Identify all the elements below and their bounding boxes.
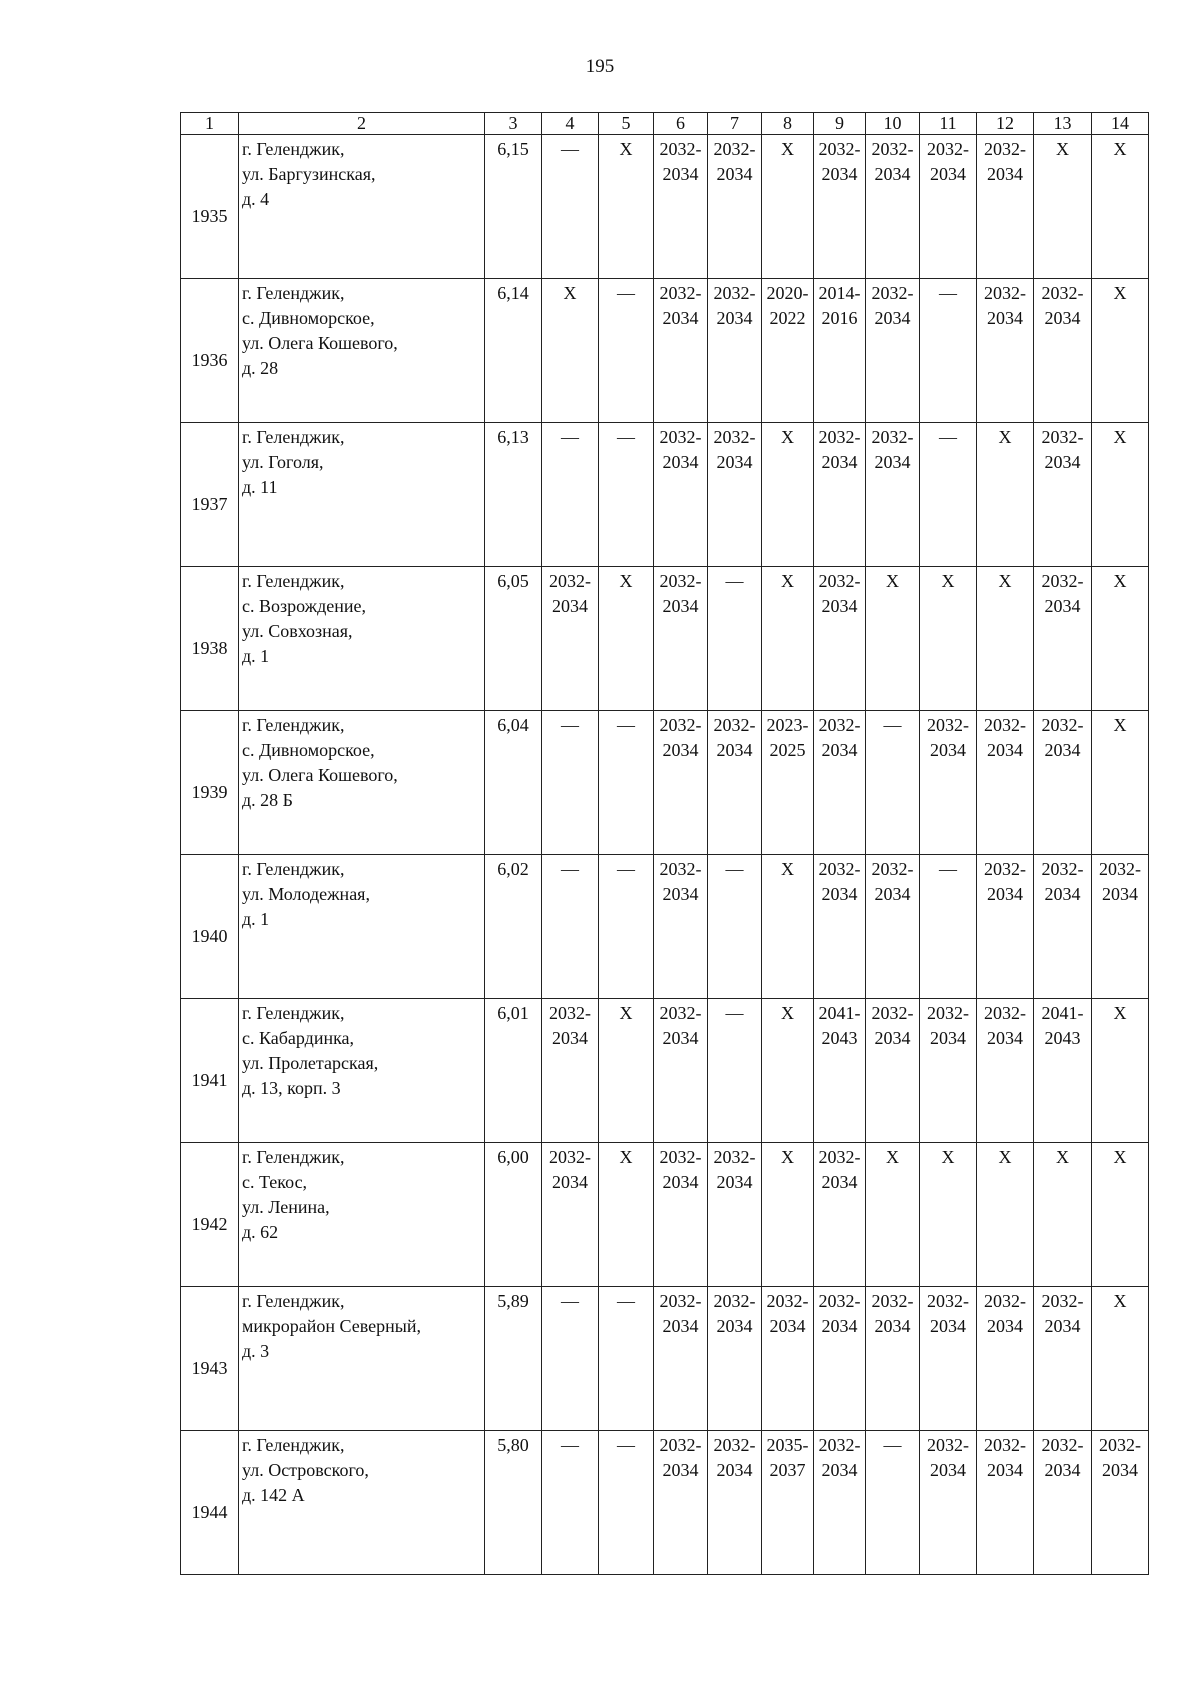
address-line: г. Геленджик,: [242, 139, 345, 159]
cell-col-13: 2032- 2034: [1034, 1431, 1092, 1575]
cell-col-5: —: [599, 855, 654, 999]
address-line: д. 13, корп. 3: [242, 1078, 341, 1098]
address-line: д. 142 А: [242, 1485, 305, 1505]
cell-col-7: —: [708, 999, 762, 1143]
column-header-4: 4: [542, 113, 599, 135]
column-header-8: 8: [762, 113, 814, 135]
cell-col-4: Х: [542, 279, 599, 423]
cell-col-3: 6,14: [485, 279, 542, 423]
cell-col-9: 2032- 2034: [814, 855, 866, 999]
cell-col-7: —: [708, 567, 762, 711]
cell-col-14: Х: [1092, 1143, 1149, 1287]
cell-col-14: 2032- 2034: [1092, 855, 1149, 999]
cell-col-3: 6,13: [485, 423, 542, 567]
column-header-14: 14: [1092, 113, 1149, 135]
cell-col-12: 2032- 2034: [977, 711, 1034, 855]
cell-col-8: 2023- 2025: [762, 711, 814, 855]
cell-col-9: 2014- 2016: [814, 279, 866, 423]
cell-col-8: Х: [762, 423, 814, 567]
cell-col-14: Х: [1092, 135, 1149, 279]
cell-col-11: —: [920, 279, 977, 423]
cell-col-9: 2032- 2034: [814, 567, 866, 711]
cell-col-11: 2032- 2034: [920, 999, 977, 1143]
header-row: [181, 113, 1149, 135]
address-line: г. Геленджик,: [242, 283, 345, 303]
cell-col-7: 2032- 2034: [708, 1287, 762, 1431]
cell-col-6: 2032- 2034: [654, 999, 708, 1143]
address-line: ул. Олега Кошевого,: [242, 333, 398, 353]
cell-col-5: —: [599, 423, 654, 567]
address-cell: [239, 279, 485, 423]
address-line: ул. Ленина,: [242, 1197, 330, 1217]
cell-col-12: Х: [977, 1143, 1034, 1287]
cell-col-6: 2032- 2034: [654, 1143, 708, 1287]
table-row: [181, 423, 1149, 567]
row-number: 1935: [181, 135, 239, 279]
row-number: 1940: [181, 855, 239, 999]
column-header-11: 11: [920, 113, 977, 135]
cell-col-9: 2032- 2034: [814, 1143, 866, 1287]
address-line: с. Текос,: [242, 1172, 308, 1192]
cell-col-5: Х: [599, 999, 654, 1143]
cell-col-11: —: [920, 855, 977, 999]
address-line: с. Дивноморское,: [242, 740, 375, 760]
address-line: д. 1: [242, 646, 270, 666]
address-line: д. 28: [242, 358, 279, 378]
address-line: ул. Баргузинская,: [242, 164, 376, 184]
column-header-10: 10: [866, 113, 920, 135]
address-cell: [239, 423, 485, 567]
cell-col-8: 2032- 2034: [762, 1287, 814, 1431]
cell-col-5: Х: [599, 567, 654, 711]
address-cell: [239, 711, 485, 855]
schedule-table: [180, 112, 1149, 1575]
cell-col-12: Х: [977, 567, 1034, 711]
table-row: [181, 1143, 1149, 1287]
cell-col-3: 6,01: [485, 999, 542, 1143]
cell-col-12: 2032- 2034: [977, 279, 1034, 423]
cell-col-10: 2032- 2034: [866, 999, 920, 1143]
table-row: [181, 135, 1149, 279]
row-number: 1943: [181, 1287, 239, 1431]
cell-col-5: —: [599, 279, 654, 423]
row-number: 1936: [181, 279, 239, 423]
cell-col-11: 2032- 2034: [920, 1431, 977, 1575]
cell-col-5: Х: [599, 135, 654, 279]
cell-col-13: Х: [1034, 1143, 1092, 1287]
cell-col-6: 2032- 2034: [654, 279, 708, 423]
cell-col-10: Х: [866, 1143, 920, 1287]
cell-col-10: 2032- 2034: [866, 423, 920, 567]
cell-col-4: —: [542, 1287, 599, 1431]
cell-col-12: 2032- 2034: [977, 1287, 1034, 1431]
cell-col-10: —: [866, 1431, 920, 1575]
row-number: 1941: [181, 999, 239, 1143]
cell-col-3: 6,04: [485, 711, 542, 855]
cell-col-10: Х: [866, 567, 920, 711]
cell-col-8: Х: [762, 999, 814, 1143]
cell-col-6: 2032- 2034: [654, 1287, 708, 1431]
cell-col-8: Х: [762, 135, 814, 279]
cell-col-9: 2032- 2034: [814, 1287, 866, 1431]
cell-col-10: —: [866, 711, 920, 855]
cell-col-11: 2032- 2034: [920, 135, 977, 279]
address-line: г. Геленджик,: [242, 1003, 345, 1023]
table-body: [181, 135, 1149, 1575]
cell-col-11: 2032- 2034: [920, 711, 977, 855]
address-line: г. Геленджик,: [242, 427, 345, 447]
cell-col-9: 2032- 2034: [814, 711, 866, 855]
cell-col-4: —: [542, 135, 599, 279]
column-header-3: 3: [485, 113, 542, 135]
cell-col-3: 6,00: [485, 1143, 542, 1287]
cell-col-9: 2041- 2043: [814, 999, 866, 1143]
cell-col-14: Х: [1092, 711, 1149, 855]
address-line: д. 11: [242, 477, 278, 497]
column-header-13: 13: [1034, 113, 1092, 135]
cell-col-13: 2032- 2034: [1034, 423, 1092, 567]
address-line: д. 28 Б: [242, 790, 293, 810]
address-cell: [239, 1143, 485, 1287]
cell-col-9: 2032- 2034: [814, 135, 866, 279]
address-cell: [239, 855, 485, 999]
cell-col-7: 2032- 2034: [708, 279, 762, 423]
cell-col-3: 5,89: [485, 1287, 542, 1431]
address-cell: [239, 1287, 485, 1431]
cell-col-14: 2032- 2034: [1092, 1431, 1149, 1575]
address-line: г. Геленджик,: [242, 571, 345, 591]
cell-col-6: 2032- 2034: [654, 135, 708, 279]
cell-col-13: 2032- 2034: [1034, 1287, 1092, 1431]
cell-col-14: Х: [1092, 279, 1149, 423]
cell-col-11: 2032- 2034: [920, 1287, 977, 1431]
cell-col-4: 2032- 2034: [542, 999, 599, 1143]
cell-col-7: —: [708, 855, 762, 999]
cell-col-13: 2032- 2034: [1034, 711, 1092, 855]
cell-col-5: —: [599, 1287, 654, 1431]
cell-col-5: —: [599, 711, 654, 855]
cell-col-10: 2032- 2034: [866, 1287, 920, 1431]
cell-col-3: 6,05: [485, 567, 542, 711]
cell-col-11: Х: [920, 567, 977, 711]
cell-col-12: Х: [977, 423, 1034, 567]
address-line: микрорайон Северный,: [242, 1316, 421, 1336]
cell-col-4: 2032- 2034: [542, 1143, 599, 1287]
cell-col-9: 2032- 2034: [814, 1431, 866, 1575]
cell-col-12: 2032- 2034: [977, 1431, 1034, 1575]
address-line: ул. Пролетарская,: [242, 1053, 379, 1073]
cell-col-7: 2032- 2034: [708, 423, 762, 567]
cell-col-10: 2032- 2034: [866, 135, 920, 279]
address-line: д. 62: [242, 1222, 279, 1242]
cell-col-4: 2032- 2034: [542, 567, 599, 711]
row-number: 1944: [181, 1431, 239, 1575]
row-number: 1939: [181, 711, 239, 855]
cell-col-9: 2032- 2034: [814, 423, 866, 567]
cell-col-11: —: [920, 423, 977, 567]
address-line: г. Геленджик,: [242, 1147, 345, 1167]
column-header-7: 7: [708, 113, 762, 135]
cell-col-5: Х: [599, 1143, 654, 1287]
address-line: г. Геленджик,: [242, 715, 345, 735]
address-line: ул. Гоголя,: [242, 452, 324, 472]
address-line: ул. Олега Кошевого,: [242, 765, 398, 785]
column-header-9: 9: [814, 113, 866, 135]
cell-col-6: 2032- 2034: [654, 855, 708, 999]
cell-col-4: —: [542, 1431, 599, 1575]
cell-col-13: 2032- 2034: [1034, 855, 1092, 999]
cell-col-14: Х: [1092, 423, 1149, 567]
address-line: ул. Совхозная,: [242, 621, 353, 641]
cell-col-8: 2035- 2037: [762, 1431, 814, 1575]
address-line: ул. Островского,: [242, 1460, 369, 1480]
table-row: [181, 999, 1149, 1143]
cell-col-5: —: [599, 1431, 654, 1575]
cell-col-6: 2032- 2034: [654, 711, 708, 855]
cell-col-8: Х: [762, 567, 814, 711]
address-line: ул. Молодежная,: [242, 884, 370, 904]
table-row: [181, 1431, 1149, 1575]
address-line: с. Возрождение,: [242, 596, 366, 616]
column-header-6: 6: [654, 113, 708, 135]
cell-col-13: Х: [1034, 135, 1092, 279]
page-number: 195: [585, 56, 615, 77]
row-number: 1938: [181, 567, 239, 711]
cell-col-7: 2032- 2034: [708, 135, 762, 279]
cell-col-6: 2032- 2034: [654, 423, 708, 567]
table-row: [181, 1287, 1149, 1431]
table-row: [181, 855, 1149, 999]
cell-col-8: Х: [762, 855, 814, 999]
cell-col-12: 2032- 2034: [977, 135, 1034, 279]
cell-col-13: 2032- 2034: [1034, 567, 1092, 711]
cell-col-12: 2032- 2034: [977, 999, 1034, 1143]
column-header-2: 2: [239, 113, 485, 135]
address-line: с. Дивноморское,: [242, 308, 375, 328]
cell-col-6: 2032- 2034: [654, 1431, 708, 1575]
row-number: 1937: [181, 423, 239, 567]
cell-col-13: 2032- 2034: [1034, 279, 1092, 423]
address-line: д. 3: [242, 1341, 270, 1361]
address-line: д. 1: [242, 909, 270, 929]
cell-col-7: 2032- 2034: [708, 1431, 762, 1575]
cell-col-3: 5,80: [485, 1431, 542, 1575]
cell-col-12: 2032- 2034: [977, 855, 1034, 999]
address-cell: [239, 567, 485, 711]
cell-col-14: Х: [1092, 567, 1149, 711]
cell-col-14: Х: [1092, 999, 1149, 1143]
column-header-1: 1: [181, 113, 239, 135]
row-number: 1942: [181, 1143, 239, 1287]
address-line: г. Геленджик,: [242, 859, 345, 879]
table-row: [181, 711, 1149, 855]
cell-col-7: 2032- 2034: [708, 711, 762, 855]
cell-col-13: 2041- 2043: [1034, 999, 1092, 1143]
cell-col-14: Х: [1092, 1287, 1149, 1431]
cell-col-8: 2020- 2022: [762, 279, 814, 423]
cell-col-4: —: [542, 423, 599, 567]
column-header-5: 5: [599, 113, 654, 135]
cell-col-10: 2032- 2034: [866, 855, 920, 999]
cell-col-3: 6,15: [485, 135, 542, 279]
address-cell: [239, 1431, 485, 1575]
address-line: д. 4: [242, 189, 270, 209]
table-row: [181, 279, 1149, 423]
address-cell: [239, 135, 485, 279]
table-row: [181, 567, 1149, 711]
cell-col-3: 6,02: [485, 855, 542, 999]
address-line: с. Кабардинка,: [242, 1028, 355, 1048]
cell-col-4: —: [542, 711, 599, 855]
cell-col-6: 2032- 2034: [654, 567, 708, 711]
cell-col-10: 2032- 2034: [866, 279, 920, 423]
cell-col-4: —: [542, 855, 599, 999]
cell-col-8: Х: [762, 1143, 814, 1287]
column-header-12: 12: [977, 113, 1034, 135]
cell-col-7: 2032- 2034: [708, 1143, 762, 1287]
address-line: г. Геленджик,: [242, 1291, 345, 1311]
address-cell: [239, 999, 485, 1143]
address-line: г. Геленджик,: [242, 1435, 345, 1455]
cell-col-11: Х: [920, 1143, 977, 1287]
